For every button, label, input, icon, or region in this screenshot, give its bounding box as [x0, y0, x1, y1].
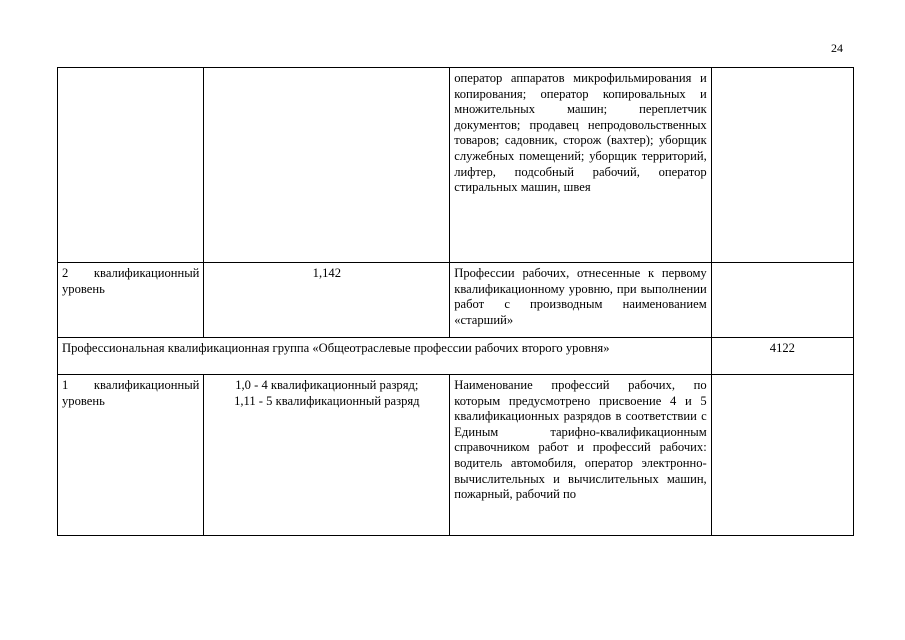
table-row [58, 375, 854, 536]
coefficient-cell [204, 375, 450, 536]
professions-cell: Профессии рабочих, отнесенные к первому квалификационному уровню, при выполнении работ с производным наименованием «старший» [450, 263, 711, 338]
level-cell: 2 квалификационный уровень [58, 263, 204, 338]
level-cell: 1 квалификационный уровень [58, 375, 204, 536]
professions-cell: оператор аппаратов микрофильмирования и копирования; оператор копировальных и множительных машин; переплетчик документов; продавец непродовольственных товаров; садовник, сторож (вахтер); уборщик служебных помещений; уборщик территорий, лифтер, подсобный рабочий, оператор стиральных машин, швея [450, 68, 711, 263]
professions-cell [450, 375, 711, 536]
extra-cell [711, 68, 853, 263]
group-code: 4122 [711, 338, 853, 375]
level-cell [58, 68, 204, 263]
table-row [58, 263, 854, 338]
coefficient-cell [204, 68, 450, 263]
extra-cell [711, 375, 853, 536]
table-row [58, 68, 854, 263]
coefficient-cell: 1,142 [204, 263, 450, 338]
page-number: 24 [831, 41, 843, 55]
extra-cell [711, 263, 853, 338]
coefficient-line: 1,11 - 5 квалификационный разряд [234, 393, 420, 408]
group-title: Профессиональная квалификационная группа «Общеотраслевые профессии рабочих второго уровня» [58, 338, 712, 375]
professions-text: Наименование профессий рабочих, по которым предусмотрено присвоение 4 и 5 квалификационных разрядов в соответствии с Единым тарифно-квалификационным справочником работ и профессий рабочих: водитель автомобиля, оператор электронно-вычислительных и вычислительных машин, пожарный, рабочий по [454, 378, 707, 502]
coefficient-line: 1,0 - 4 квалификационный разряд; [235, 378, 419, 392]
group-row [58, 338, 854, 375]
qualification-table [57, 67, 854, 536]
